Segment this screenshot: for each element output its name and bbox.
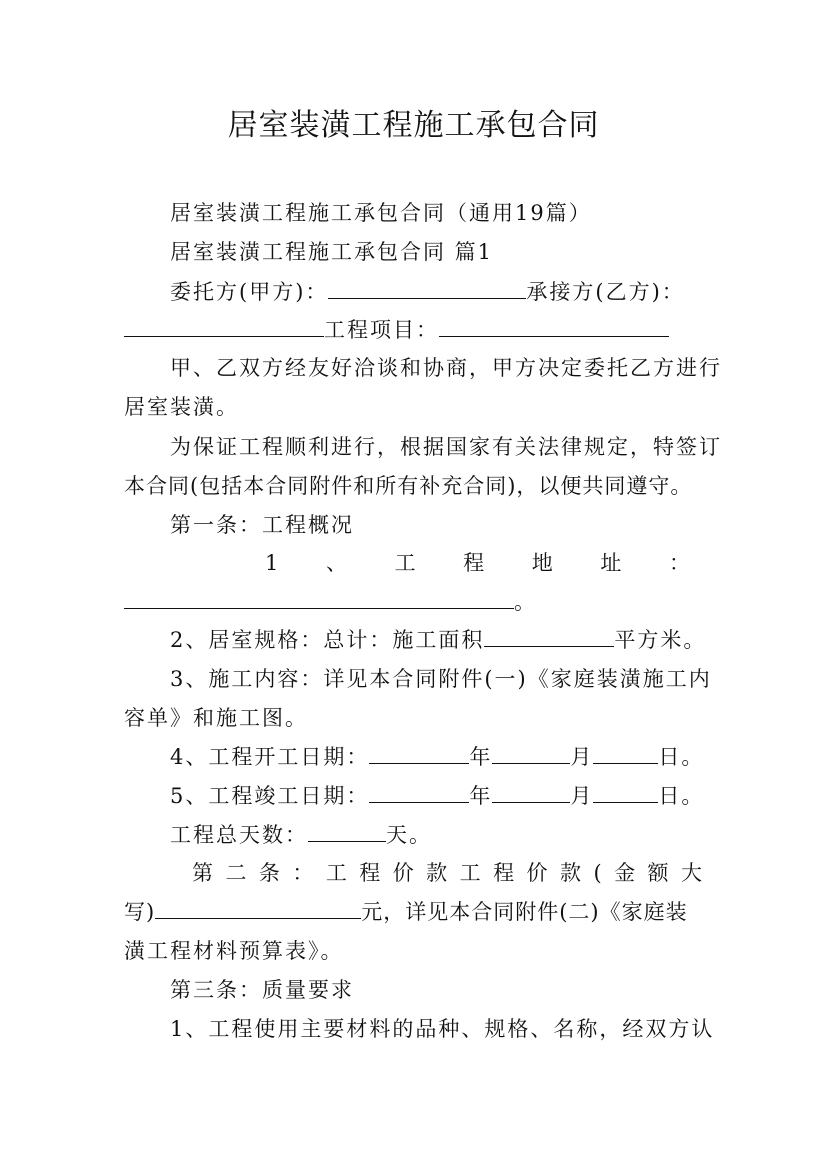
article-two-line xyxy=(192,863,702,884)
article-two-char: 大 xyxy=(681,861,702,885)
paragraph-line: 容单》和施工图。 xyxy=(124,706,308,730)
article-two-char: 款 xyxy=(559,861,581,885)
article-two-char: 第 xyxy=(192,861,213,885)
article-two-char: 二 xyxy=(225,861,247,885)
price-label: 写) xyxy=(124,900,156,924)
address-blank-line xyxy=(124,592,537,613)
start-date-line xyxy=(170,747,704,768)
party-b-blank xyxy=(124,335,324,337)
project-label: 工程项目： xyxy=(324,318,439,342)
total-days-blank xyxy=(308,840,386,842)
article-two-char: 价 xyxy=(526,861,548,885)
address-char: 、 xyxy=(325,551,347,575)
total-days-label: 工程总天数： xyxy=(170,823,308,847)
year-blank xyxy=(369,801,469,803)
area-unit: 平方米。 xyxy=(614,628,707,652)
paragraph-line: 本合同(包括本合同附件和所有补充合同)，以便共同遵守。 xyxy=(124,474,693,498)
end-date-line xyxy=(170,786,704,807)
paragraph-line: 甲、乙双方经友好洽谈和协商，甲方决定委托乙方进行 xyxy=(170,356,722,380)
area-blank xyxy=(484,645,614,647)
address-char: 程 xyxy=(463,551,485,575)
month-label: 月 xyxy=(570,784,594,808)
year-label: 年 xyxy=(469,745,493,769)
paragraph-line: 1、工程使用主要材料的品种、规格、名称，经双方认 xyxy=(170,1017,715,1041)
project-blank xyxy=(439,335,669,337)
price-line xyxy=(124,902,688,923)
day-label: 日。 xyxy=(658,745,705,769)
address-char: 址 xyxy=(600,551,622,575)
address-end: 。 xyxy=(514,590,537,614)
article-heading: 第一条：工程概况 xyxy=(170,513,354,537)
article-two-char: ： xyxy=(292,861,314,885)
subtitle-line: 居室装潢工程施工承包合同（通用19篇） xyxy=(170,201,592,225)
month-label: 月 xyxy=(570,745,594,769)
article-two-char: 额 xyxy=(647,861,669,885)
day-blank xyxy=(593,801,658,803)
article-two-char: ( xyxy=(593,861,602,885)
address-char: 1 xyxy=(265,551,279,575)
price-text: 元，详见本合同附件(二)《家庭装 xyxy=(361,900,688,924)
paragraph-line: 居室装潢。 xyxy=(124,395,239,419)
address-char: 地 xyxy=(531,551,553,575)
year-label: 年 xyxy=(469,784,493,808)
party-a-blank xyxy=(328,297,526,299)
party-b-label: 承接方(乙方)： xyxy=(526,280,685,304)
project-line xyxy=(124,320,669,341)
price-blank xyxy=(155,917,361,919)
article-two-char: 款 xyxy=(426,861,448,885)
address-blank xyxy=(124,607,514,609)
area-line xyxy=(170,630,706,651)
article-two-char: 程 xyxy=(493,861,515,885)
month-blank xyxy=(492,801,570,803)
article-two-char: 工 xyxy=(325,861,347,885)
article-two-char: 工 xyxy=(459,861,481,885)
section-heading: 居室装潢工程施工承包合同 篇1 xyxy=(170,240,494,264)
area-label: 2、居室规格：总计：施工面积 xyxy=(170,628,485,652)
address-char: 工 xyxy=(394,551,416,575)
address-char: ： xyxy=(668,551,690,575)
day-label: 日。 xyxy=(658,784,705,808)
address-line xyxy=(265,553,690,574)
article-heading: 第三条：质量要求 xyxy=(170,978,354,1002)
article-two-char: 条 xyxy=(258,861,280,885)
month-blank xyxy=(492,762,570,764)
article-two-char: 程 xyxy=(359,861,381,885)
article-two-char: 价 xyxy=(392,861,414,885)
total-days-line xyxy=(170,825,432,846)
total-days-unit: 天。 xyxy=(386,823,432,847)
end-date-label: 5、工程竣工日期： xyxy=(170,784,370,808)
document-title: 居室装潢工程施工承包合同 xyxy=(227,108,600,143)
party-a-label: 委托方(甲方)： xyxy=(170,280,329,304)
article-two-char: 金 xyxy=(614,861,636,885)
party-line xyxy=(170,282,685,303)
start-date-label: 4、工程开工日期： xyxy=(170,745,370,769)
paragraph-line: 潢工程材料预算表》。 xyxy=(124,939,344,963)
paragraph-line: 为保证工程顺利进行，根据国家有关法律规定，特签订 xyxy=(170,435,722,459)
year-blank xyxy=(369,762,469,764)
day-blank xyxy=(593,762,658,764)
paragraph-line: 3、施工内容：详见本合同附件(一)《家庭装潢施工内 xyxy=(170,667,712,691)
